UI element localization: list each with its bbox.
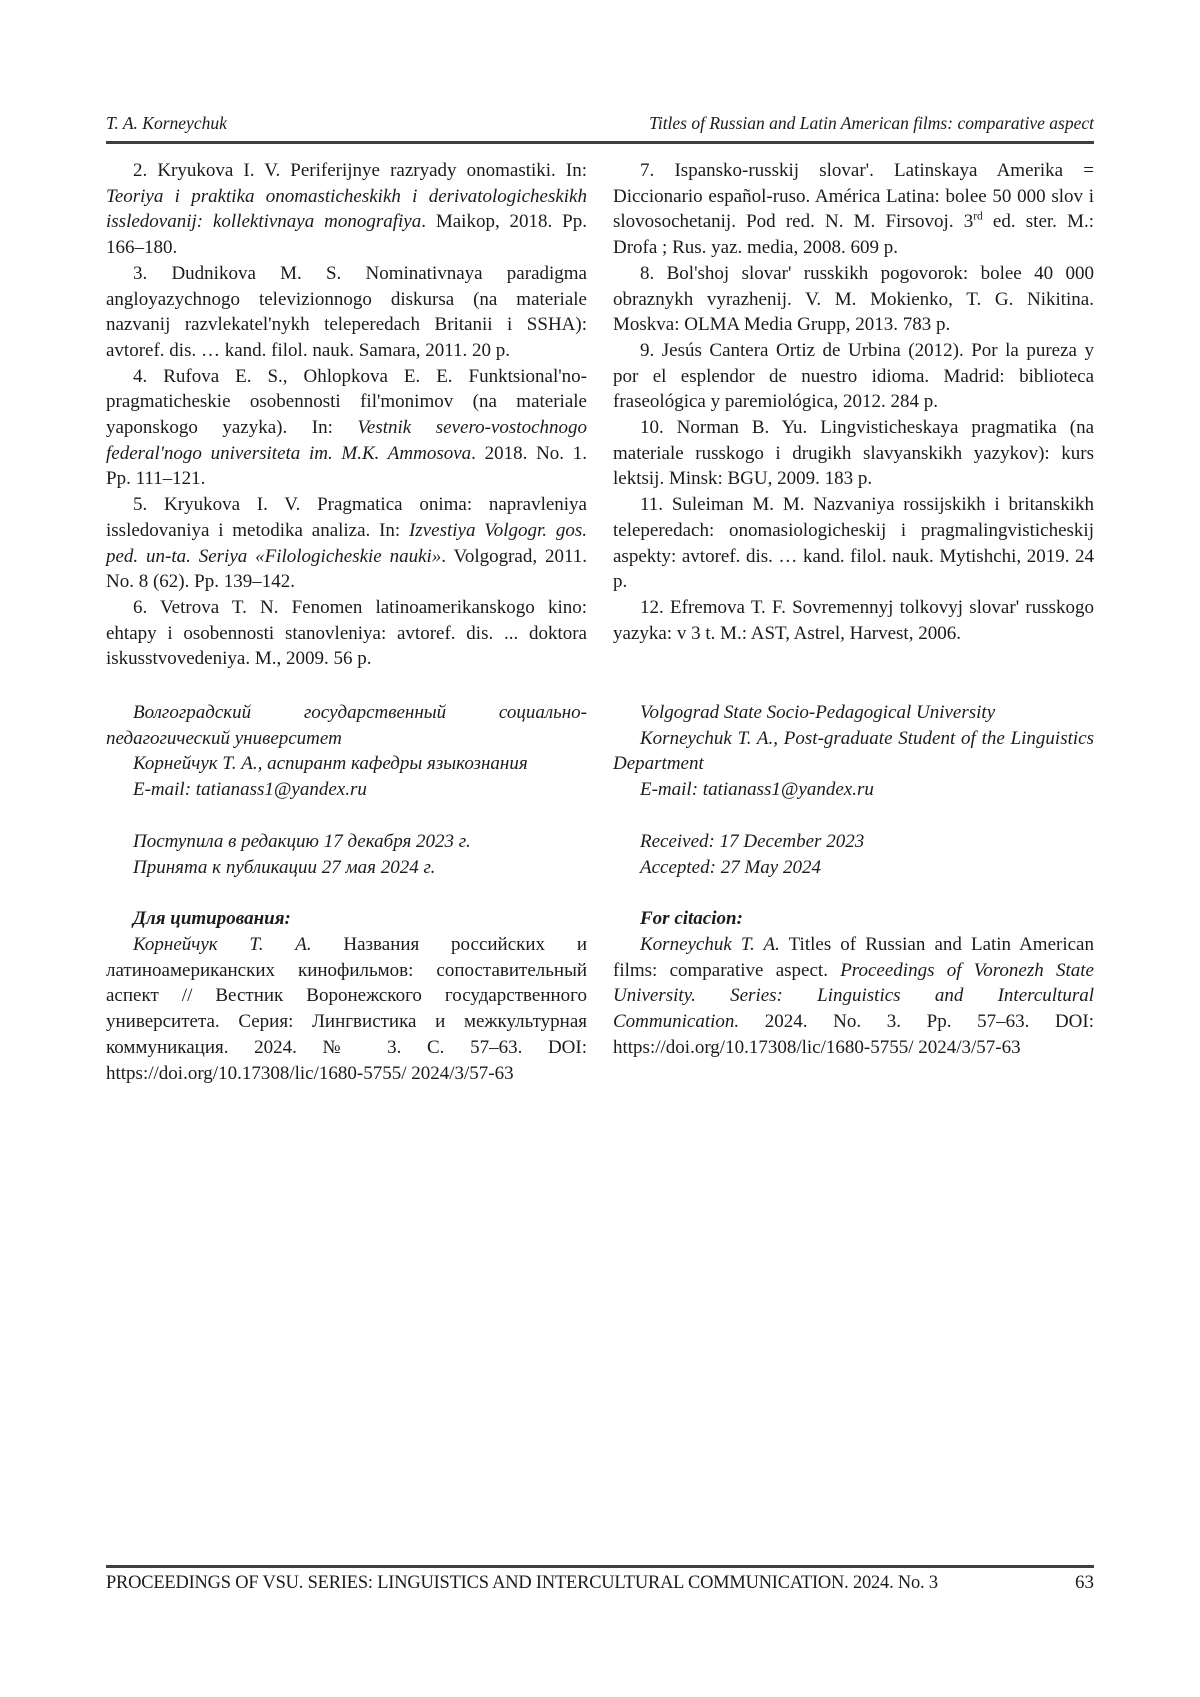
- author-info-en: [613, 700, 1094, 1086]
- affiliation-author-ru: Корнейчук Т. А., аспирант кафедры языкознания: [133, 753, 528, 775]
- running-head-author: T. A. Korneychuk: [106, 113, 227, 133]
- reference-item-3: 3. Dudnikova M. S. Nominativnaya paradigma angloyazychnogo televizionnogo diskursa (na materiale nazvanij razvlekatel'nykh teleperedach Britanii i SSHA): avtoref. dis. … kand. filol. nauk. Samara, 2011. 20 p.: [106, 262, 587, 361]
- affiliation-email-en: E-mail: tatianass1@yandex.ru: [640, 779, 874, 801]
- author-meta-section: [106, 700, 1094, 1086]
- reference-item-8: 8. Bol'shoj slovar' russkikh pogovorok: bolee 40 000 obraznykh vyrazhenij. V. M. Mokienko, T. G. Nikitina. Moskva: OLMA Media Grupp, 2013. 783 p.: [613, 262, 1094, 336]
- citation-text-ru: Корнейчук Т. А. Названия российских и латиноамериканских кинофильмов: сопоставительный аспект // Вестник Воронежского государственного университета. Серия: Лингвистика и межкультурная коммуникация. 2024. № 3. С. 57–63. DOI: https://doi.org/10.17308/lic/1680-5755/ 2024/3/57-63: [106, 933, 587, 1084]
- accepted-date-ru: Принята к публикации 27 мая 2024 г.: [133, 856, 436, 878]
- references-left-column: [106, 158, 587, 672]
- affiliation-email-ru: E-mail: tatianass1@yandex.ru: [133, 779, 367, 801]
- received-date-ru: Поступила в редакцию 17 декабря 2023 г.: [133, 830, 471, 852]
- affiliation-org-ru: Волгоградский государственный социально-педагогический университет: [106, 702, 587, 749]
- running-head-title: Titles of Russian and Latin American films: comparative aspect: [649, 113, 1094, 133]
- reference-item-11: 11. Suleiman M. M. Nazvaniya rossijskikh i britanskikh teleperedach: onomasiologicheskij i pragmalingvisticheskij aspekty: avtoref. dis. … kand. filol. nauk. Mytishchi, 2019. 24 p.: [613, 494, 1094, 593]
- reference-item-10: 10. Norman B. Yu. Lingvisticheskaya pragmatika (na materiale russkogo i drugikh slavyanskikh yazykov): kurs lektsij. Minsk: BGU, 2009. 183 p.: [613, 417, 1094, 490]
- reference-item-7: 7. Ispansko-russkij slovar'. Latinskaya Amerika = Diccionario español-ruso. América Latina: bolee 50 000 slov i slovosochetanij. Pod red. N. M. Firsovoj. 3rd ed. ster. M.: Drofa ; Rus. yaz. media, 2008. 609 p.: [613, 160, 1094, 259]
- reference-item-12: 12. Efremova T. F. Sovremennyj tolkovyj slovar' russkogo yazyka: v 3 t. M.: AST, Astrel, Harvest, 2006.: [613, 596, 1094, 644]
- references-right-column: [613, 158, 1094, 672]
- reference-item-6: 6. Vetrova T. N. Fenomen latinoamerikanskogo kino: ehtapy i osobennosti stanovleniya: avtoref. dis. ... doktora iskusstvovedeniya. M., 2009. 56 p.: [106, 596, 587, 670]
- reference-item-2: 2. Kryukova I. V. Periferijnye razryady onomastiki. In: Teoriya i praktika onomasticheskikh i derivatologicheskikh issledovanij: kollektivnaya monografiya. Maikop, 2018. Pp. 166–180.: [106, 160, 587, 259]
- affiliation-author-en: Korneychuk T. A., Post-graduate Student of the Linguistics Department: [613, 727, 1094, 775]
- reference-item-4: 4. Rufova E. S., Ohlopkova E. E. Funktsional'no-pragmaticheskie osobennosti fil'monimov (na materiale yaponskogo yazyka). In: Vestnik severo-vostochnogo federal'nogo universiteta im. M.K. Ammosova. 2018. No. 1. Pp. 111–121.: [106, 365, 587, 490]
- affiliation-org-en: Volgograd State Socio-Pedagogical University: [640, 702, 996, 724]
- reference-item-5: 5. Kryukova I. V. Pragmatica onima: napravleniya issledovaniya i metodika analiza. In: Izvestiya Volgogr. gos. ped. un-ta. Seriya «Filologicheskie nauki». Volgograd, 2011. No. 8 (62). Pp. 139–142.: [106, 494, 587, 593]
- footer-page-number: 63: [1075, 1571, 1094, 1593]
- citation-text-en: Korneychuk T. A. Titles of Russian and Latin American films: comparative aspect. Proceedings of Voronezh State University. Series: Linguistics and Intercultural Communication. 2024. No. 3. Pp. 57–63. DOI: https://doi.org/10.17308/lic/1680-5755/ 2024/3/57-63: [613, 933, 1094, 1058]
- page-footer: [106, 1565, 1094, 1595]
- author-info-ru: [106, 700, 587, 1086]
- citation-heading-ru: Для цитирования:: [133, 908, 291, 930]
- accepted-date-en: Accepted: 27 May 2024: [640, 856, 821, 878]
- footer-journal-title: PROCEEDINGS OF VSU. SERIES: LINGUISTICS AND INTERCULTURAL COMMUNICATION. 2024. No. 3: [106, 1571, 938, 1593]
- footer-row: [106, 1571, 1094, 1595]
- header-rule: [106, 141, 1094, 144]
- received-date-en: Received: 17 December 2023: [640, 830, 865, 852]
- running-head: [106, 112, 1094, 134]
- footer-rule: [106, 1565, 1094, 1568]
- citation-heading-en: For citacion:: [640, 908, 743, 930]
- reference-item-9: 9. Jesús Cantera Ortiz de Urbina (2012). Por la pureza y por el esplendor de nuestro idioma. Madrid: biblioteca fraseológica y paremiológica, 2012. 284 p.: [613, 339, 1094, 413]
- references-section: [106, 158, 1094, 672]
